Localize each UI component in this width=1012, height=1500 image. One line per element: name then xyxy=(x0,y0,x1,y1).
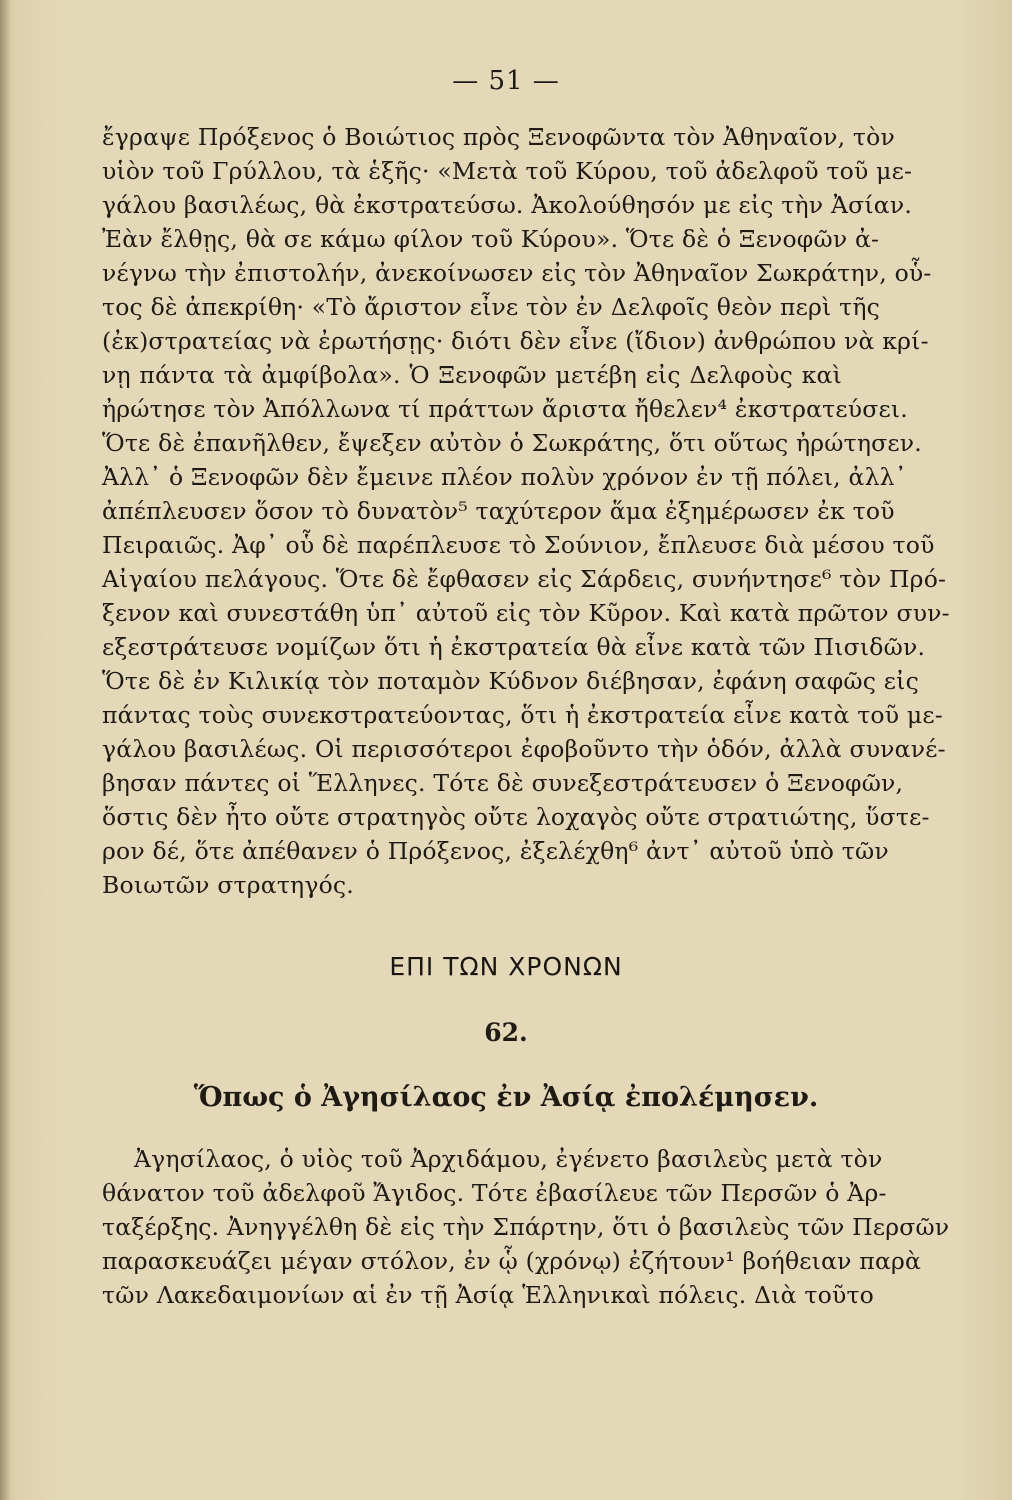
text-line: ἀπέπλευσεν ὅσον τὸ δυνατὸν⁵ ταχύτερον ἅμα ἐξημέρωσεν ἐκ τοῦ xyxy=(102,497,895,525)
text-line: Ἀλλ᾿ ὁ Ξενοφῶν δὲν ἔμεινε πλέον πολὺν χρόνον ἐν τῇ πόλει, ἀλλ᾿ xyxy=(102,463,907,491)
text-line: ἠρώτησε τὸν Ἀπόλλωνα τί πράττων ἄριστα ἤθελεν⁴ ἐκστρατεύσει. xyxy=(102,395,908,423)
lesson-number: 62. xyxy=(484,1018,528,1047)
text-line: εξεστράτευσε νομίζων ὅτι ἡ ἐκστρατεία θὰ εἶνε κατὰ τῶν Πισιδῶν. xyxy=(102,633,926,661)
text-line: γάλου βασιλέως. Οἱ περισσότεροι ἐφοβοῦντο τὴν ὁδόν, ἀλλὰ συνανέ- xyxy=(102,735,946,763)
section-heading: ΕΠΙ ΤΩΝ ΧΡΟΝΩΝ xyxy=(389,952,623,981)
text-line: Αἰγαίου πελάγους. Ὅτε δὲ ἔφθασεν εἰς Σάρδεις, συνήντησε⁶ τὸν Πρό- xyxy=(102,565,947,593)
text-line: (ἐκ)στρατείας νὰ ἐρωτήσῃς· διότι δὲν εἶνε (ἴδιον) ἀνθρώπου νὰ κρί- xyxy=(102,327,929,355)
text-line: ταξέρξης. Ἀνηγγέλθη δὲ εἰς τὴν Σπάρτην, ὅτι ὁ βασιλεὺς τῶν Περσῶν xyxy=(102,1213,950,1241)
text-line: γάλου βασιλέως, θὰ ἐκστρατεύσω. Ἀκολούθησόν με εἰς τὴν Ἀσίαν. xyxy=(102,191,913,219)
text-line: Βοιωτῶν στρατηγός. xyxy=(102,871,354,899)
text-line: ρον δέ, ὅτε ἀπέθανεν ὁ Πρόξενος, ἐξελέχθη⁶ ἀντ᾿ αὐτοῦ ὑπὸ τῶν xyxy=(102,837,889,865)
text-line: θάνατον τοῦ ἀδελφοῦ Ἄγιδος. Τότε ἐβασίλευε τῶν Περσῶν ὁ Ἀρ- xyxy=(102,1179,887,1207)
text-line: Ἀγησίλαος, ὁ υἱὸς τοῦ Ἀρχιδάμου, ἐγένετο βασιλεὺς μετὰ τὸν xyxy=(134,1145,883,1173)
page-number: — 51 — xyxy=(452,66,560,96)
text-line: Ὅτε δὲ ἐν Κιλικίᾳ τὸν ποταμὸν Κύδνον διέβησαν, ἐφάνη σαφῶς εἰς xyxy=(102,667,919,695)
lesson-title: Ὅπως ὁ Ἀγησίλαος ἐν Ἀσίᾳ ἐπολέμησεν. xyxy=(193,1082,819,1113)
paragraph-2 xyxy=(102,1142,950,1312)
text-line: πάντας τοὺς συνεκστρατεύοντας, ὅτι ἡ ἐκστρατεία εἶνε κατὰ τοῦ με- xyxy=(102,701,943,729)
text-line: παρασκευάζει μέγαν στόλον, ἐν ᾧ (χρόνῳ) ἐζήτουν¹ βοήθειαν παρὰ xyxy=(102,1247,922,1275)
text-line: βησαν πάντες οἱ Ἕλληνες. Τότε δὲ συνεξεστράτευσεν ὁ Ξενοφῶν, xyxy=(102,769,904,797)
paragraph-1 xyxy=(102,120,950,902)
page-gutter-shadow xyxy=(0,0,10,1500)
text-line: νέγνω τὴν ἐπιστολήν, ἀνεκοίνωσεν εἰς τὸν Ἀθηναῖον Σωκράτην, οὗ- xyxy=(102,259,932,287)
text-line: ἔγραψε Πρόξενος ὁ Βοιώτιος πρὸς Ξενοφῶντα τὸν Ἀθηναῖον, τὸν xyxy=(102,123,895,151)
text-line: νῃ πάντα τὰ ἀμφίβολα». Ὁ Ξενοφῶν μετέβη εἰς Δελφοὺς καὶ xyxy=(102,361,842,389)
text-line: ὅστις δὲν ἦτο οὔτε στρατηγὸς οὔτε λοχαγὸς οὔτε στρατιώτης, ὕστε- xyxy=(102,803,930,831)
text-line: Ὅτε δὲ ἐπανῆλθεν, ἔψεξεν αὐτὸν ὁ Σωκράτης, ὅτι οὕτως ἠρώτησεν. xyxy=(102,429,922,457)
text-line: υἱὸν τοῦ Γρύλλου, τὰ ἑξῆς· «Μετὰ τοῦ Κύρου, τοῦ ἀδελφοῦ τοῦ με- xyxy=(102,157,913,185)
text-line: τῶν Λακεδαιμονίων αἱ ἐν τῇ Ἀσίᾳ Ἑλληνικαὶ πόλεις. Διὰ τοῦτο xyxy=(102,1281,874,1309)
text-line: Πειραιῶς. Ἀφ᾿ οὗ δὲ παρέπλευσε τὸ Σούνιον, ἔπλευσε διὰ μέσου τοῦ xyxy=(102,531,935,559)
text-line: ξενον καὶ συνεστάθη ὑπ᾿ αὐτοῦ εἰς τὸν Κῦρον. Καὶ κατὰ πρῶτον συν- xyxy=(102,599,950,627)
text-line: τος δὲ ἀπεκρίθη· «Τὸ ἄριστον εἶνε τὸν ἐν Δελφοῖς θεὸν περὶ τῆς xyxy=(102,293,880,321)
text-line: Ἐὰν ἔλθῃς, θὰ σε κάμω φίλον τοῦ Κύρου». Ὅτε δὲ ὁ Ξενοφῶν ἀ- xyxy=(102,225,880,253)
